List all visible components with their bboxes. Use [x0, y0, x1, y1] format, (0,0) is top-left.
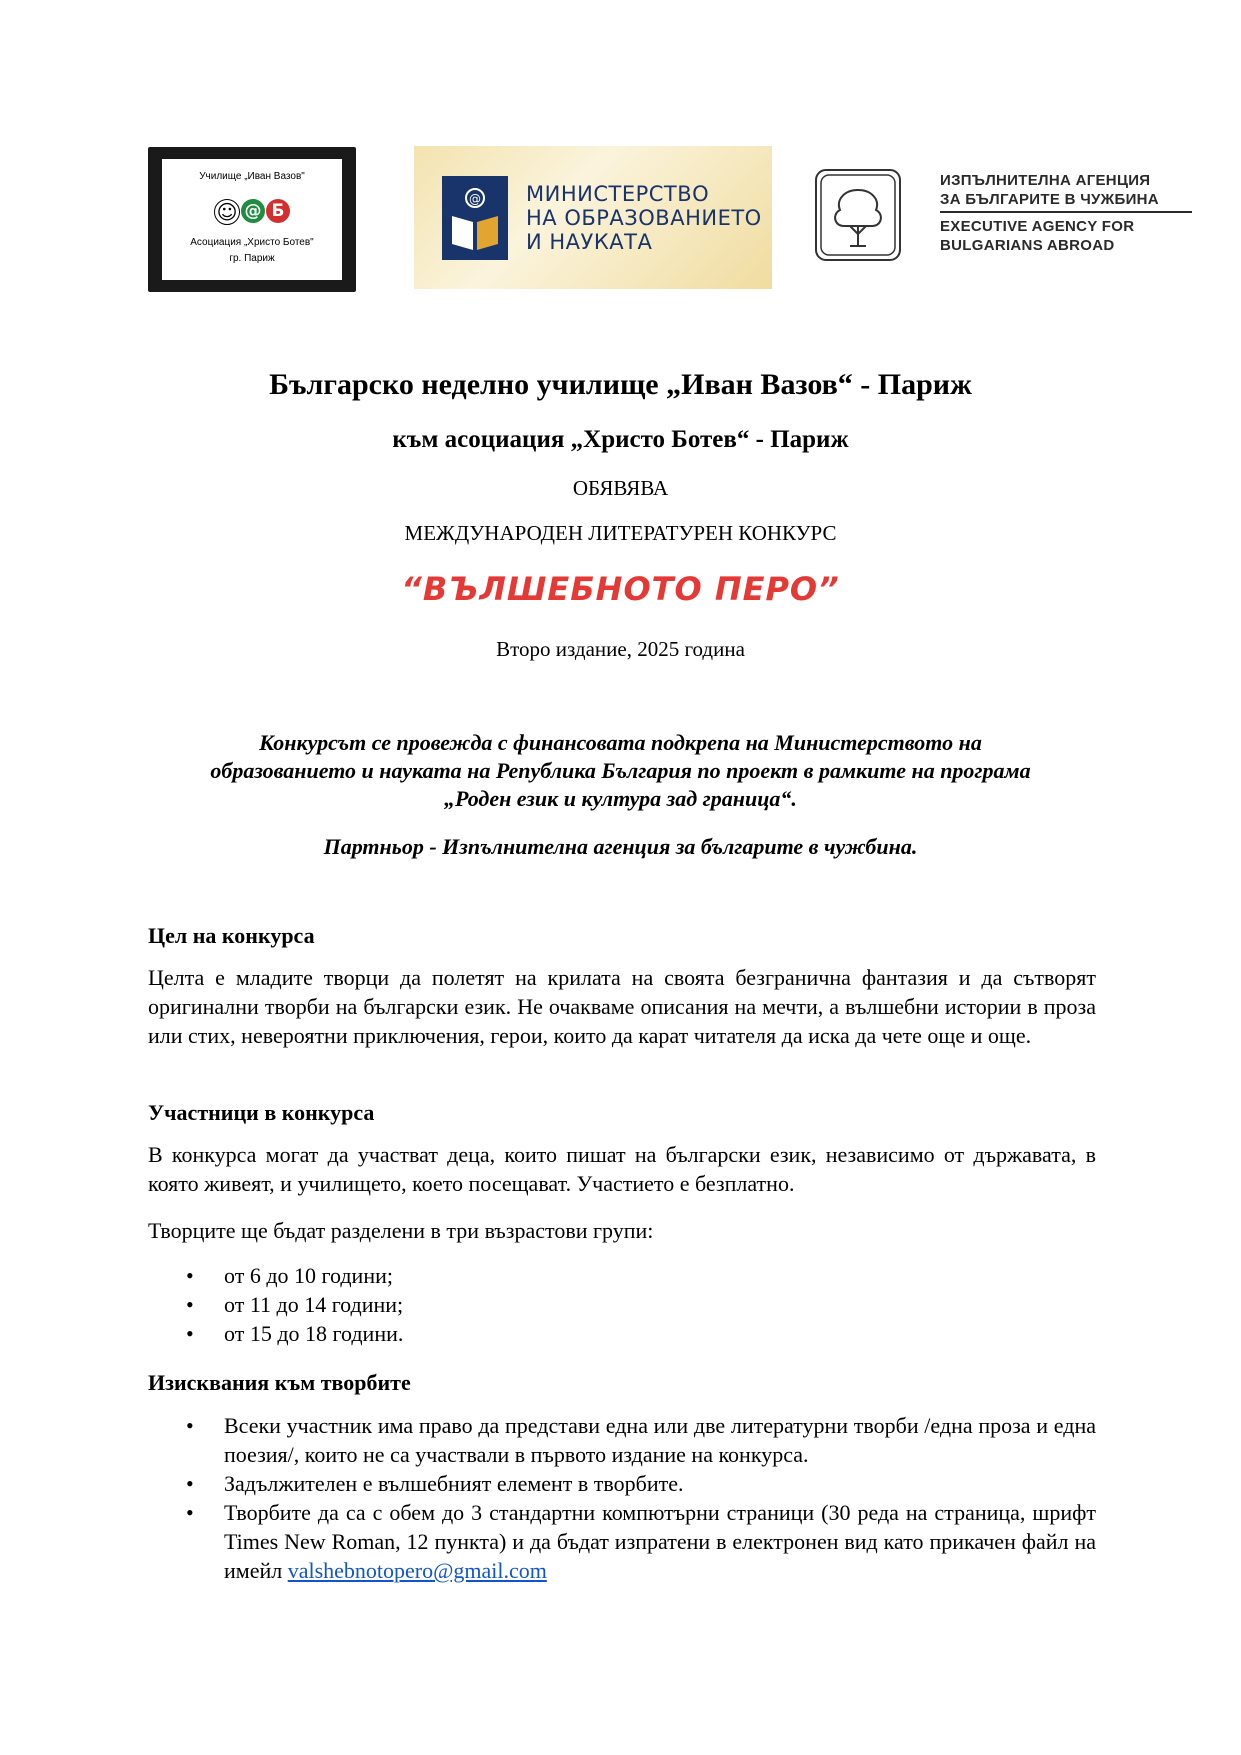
groups-intro: Творците ще бъдат разделени в три възрастови групи: — [148, 1218, 654, 1243]
agency-line3: EXECUTIVE AGENCY FOR — [940, 218, 1135, 235]
requirements-list — [148, 1411, 1096, 1585]
email-link[interactable]: valshebnotopero@gmail.com — [287, 1558, 547, 1583]
funding-line3: „Роден език и култура зад граница“. — [444, 786, 797, 811]
school-logo-line1: Училище „Иван Вазов" — [199, 171, 305, 182]
school-logo-line3: гр. Париж — [229, 253, 275, 264]
school-logo-line2: Асоциация „Христо Ботев" — [190, 237, 314, 248]
ministry-name: МИНИСТЕРСТВО НА ОБРАЗОВАНИЕТО И НАУКАТА — [526, 182, 762, 254]
list-item: • от 15 до 18 години. — [148, 1319, 1096, 1348]
list-item — [148, 1498, 1096, 1585]
participants-text: В конкурса могат да участват деца, които пишат на български език, независимо от държавата, в която живеят, и училището, което посещават. Участието е безплатно. — [148, 1142, 1096, 1196]
page-title: Българско неделно училище „Иван Вазов“ - Париж — [269, 368, 972, 401]
funding-line2: образованието и науката на Република България по проект в рамките на програма — [210, 758, 1031, 783]
ministry-logo — [414, 146, 772, 289]
agency-logo — [814, 158, 1194, 263]
svg-text:@: @ — [469, 192, 481, 206]
requirement-text: Творбите да са с обем до 3 стандартни компютърни страници (30 реда на страница, шрифт Times New Roman, 12 пункта) и да бъдат изпратени в електронен вид като прикачен файл на имейл — [224, 1500, 1096, 1583]
age-groups-list — [148, 1261, 1096, 1348]
requirements-heading: Изисквания към творбите — [148, 1370, 411, 1395]
school-logo — [148, 147, 356, 292]
smiley-icon: ☺ — [214, 199, 240, 225]
edition-label: Второ издание, 2025 година — [496, 637, 745, 661]
agency-line1: ИЗПЪЛНИТЕЛНА АГЕНЦИЯ — [940, 172, 1151, 189]
list-item: • Всеки участник има право да представи една или две литературни творби /една проза и една поезия/, които не са участвали в първото издание на конкурса. — [148, 1411, 1096, 1469]
contest-label: МЕЖДУНАРОДЕН ЛИТЕРАТУРЕН КОНКУРС — [404, 521, 837, 545]
partner-line: Партньор - Изпълнителна агенция за българите в чужбина. — [323, 834, 918, 859]
list-item: • от 11 до 14 години; — [148, 1290, 1096, 1319]
list-item: • от 6 до 10 години; — [148, 1261, 1096, 1290]
tree-emblem-icon — [814, 168, 902, 262]
goal-heading: Цел на конкурса — [148, 923, 315, 948]
book-emblem-icon — [442, 176, 508, 260]
agency-line4: BULGARIANS ABROAD — [940, 237, 1115, 254]
letter-b-icon: Б — [266, 199, 290, 223]
contest-name: “ВЪЛШЕБНОТО ПЕРО” — [401, 570, 840, 608]
list-item: • Задължителен е вълшебният елемент в творбите. — [148, 1469, 1096, 1498]
school-logo-faces — [162, 199, 342, 225]
agency-line2: ЗА БЪЛГАРИТЕ В ЧУЖБИНА — [940, 191, 1159, 208]
participants-heading: Участници в конкурса — [148, 1100, 375, 1125]
agency-divider — [940, 211, 1192, 213]
at-sign-icon: @ — [241, 199, 265, 223]
funding-line1: Конкурсът се провежда с финансовата подкрепа на Министерството на — [259, 730, 982, 755]
goal-text: Целта е младите творци да полетят на крилата на своята безгранична фантазия и да сътворят оригинални творби на български език. Не очакваме описания на мечти, а вълшебни истории в проза или стих, невероятни приключения, герои, които да карат читателя да иска да чете още и още. — [148, 965, 1096, 1048]
announces-label: ОБЯВЯВА — [572, 476, 669, 500]
page-subtitle: към асоциация „Христо Ботев“ - Париж — [392, 426, 849, 453]
